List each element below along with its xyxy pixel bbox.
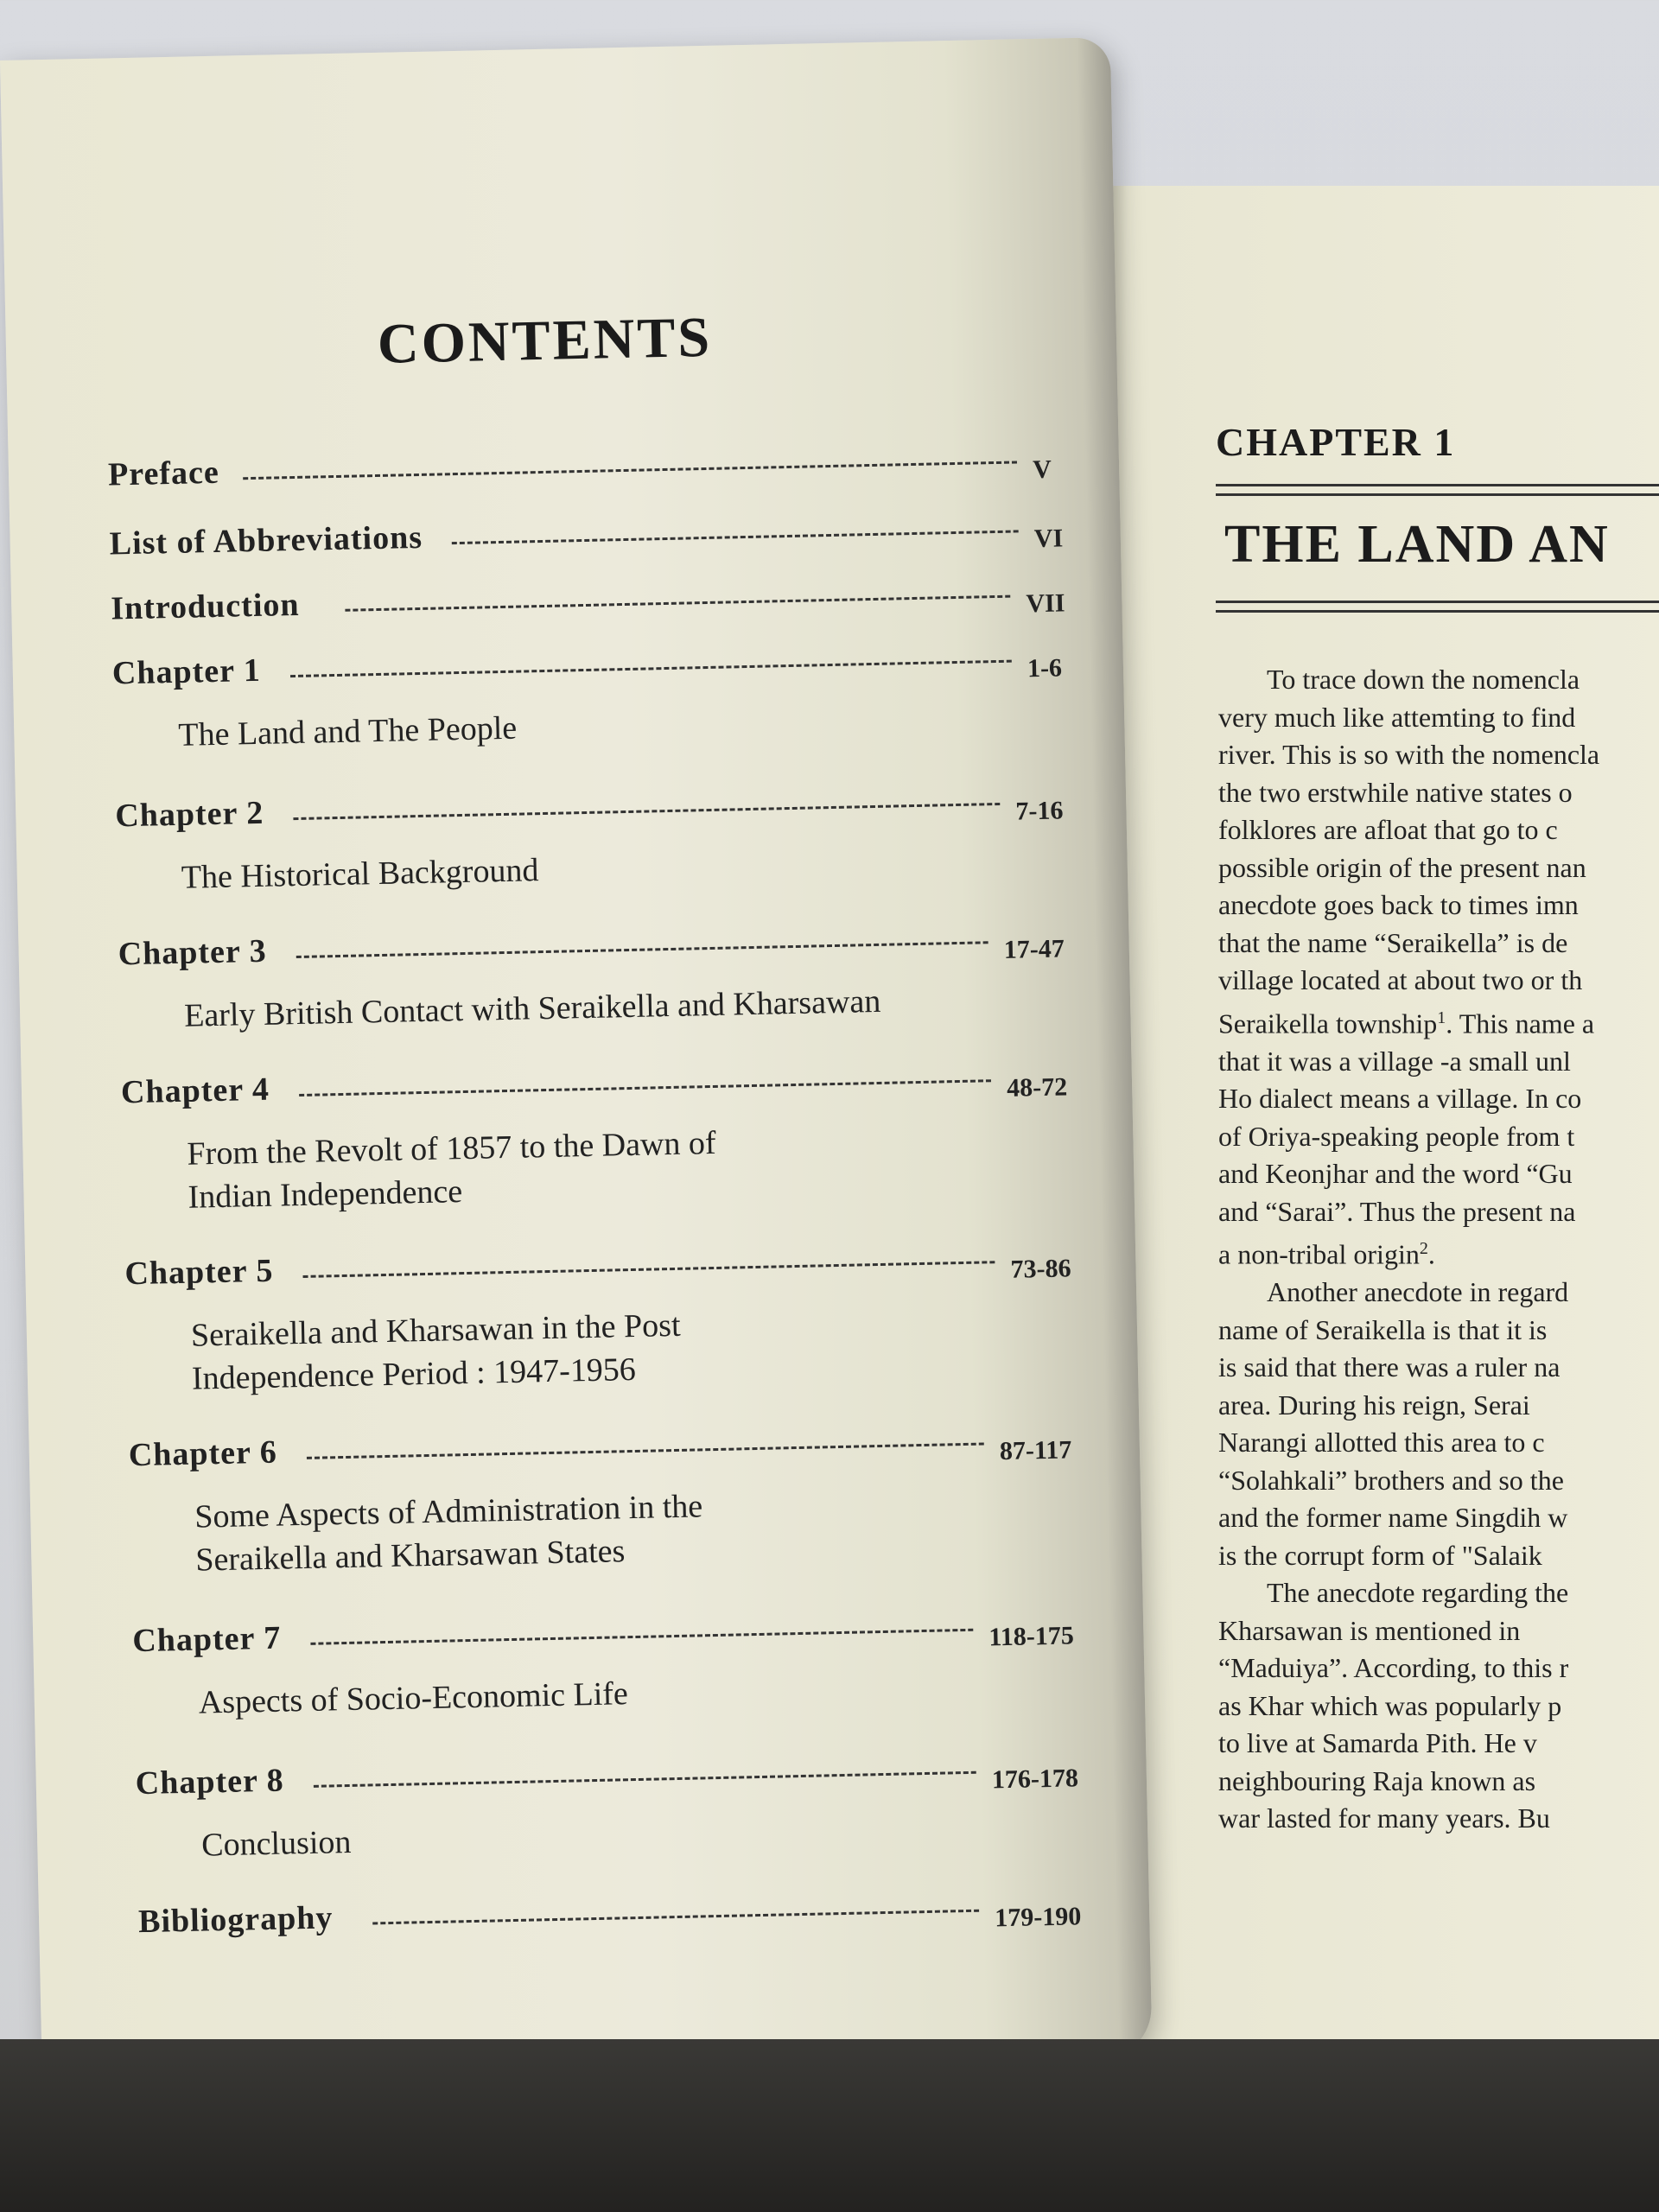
body-text-line: war lasted for many years. Bu bbox=[1218, 1802, 1550, 1834]
toc-leader-dots bbox=[299, 1079, 991, 1096]
toc-leader-dots bbox=[372, 1910, 979, 1925]
body-text-line: Another anecdote in regard bbox=[1267, 1276, 1569, 1308]
toc-entry-subtitle bbox=[198, 1672, 628, 1724]
toc-entry-page: V bbox=[1032, 454, 1052, 485]
toc-entry-label: Chapter 8 bbox=[135, 1762, 285, 1802]
body-text-line: folklores are afloat that go to c bbox=[1218, 814, 1558, 845]
toc-subtitle-line: The Land and The People bbox=[177, 709, 518, 753]
toc-entry-subtitle bbox=[190, 1304, 682, 1401]
toc-subtitle-line: Indian Independence bbox=[188, 1173, 463, 1216]
body-text-line: Seraikella township$^1$. This name a bbox=[1218, 1007, 1595, 1039]
toc-leader-dots bbox=[307, 1443, 984, 1459]
toc-leader-dots bbox=[310, 1629, 973, 1645]
toc-leader-dots bbox=[243, 461, 1017, 480]
toc-entry-label: Introduction bbox=[110, 586, 300, 627]
toc-subtitle-line: Independence Period : 1947-1956 bbox=[191, 1351, 637, 1397]
body-text-line: and Keonjhar and the word “Gu bbox=[1218, 1158, 1573, 1190]
body-text-line: Kharsawan is mentioned in bbox=[1218, 1614, 1521, 1646]
toc-entry-subtitle bbox=[194, 1484, 704, 1581]
toc-subtitle-line: The Historical Background bbox=[181, 852, 539, 896]
toc-entry-page: 1-6 bbox=[1027, 653, 1063, 683]
body-text-line: “Solahkali” brothers and so the bbox=[1218, 1464, 1564, 1496]
rule-top-2 bbox=[1216, 493, 1659, 496]
toc-entry bbox=[111, 634, 1071, 702]
toc-entry-page: 73-86 bbox=[1010, 1254, 1071, 1284]
toc-entry bbox=[118, 915, 1077, 983]
body-text-line: is said that there was a ruler na bbox=[1218, 1351, 1560, 1383]
footnote-mark: 1 bbox=[1437, 1007, 1446, 1027]
toc-entry-label: Chapter 6 bbox=[128, 1433, 278, 1474]
body-text-line: Narangi allotted this area to c bbox=[1218, 1427, 1545, 1459]
toc-entry bbox=[132, 1602, 1092, 1670]
body-text-line: possible origin of the present nan bbox=[1218, 851, 1586, 883]
contents-title: CONTENTS bbox=[377, 305, 713, 376]
body-text-line: “Maduiya”. According, to this r bbox=[1218, 1652, 1569, 1684]
body-text-line: that it was a village -a small unl bbox=[1218, 1045, 1571, 1077]
toc-subtitle-line: Early British Contact with Seraikella and Kharsawan bbox=[183, 982, 881, 1034]
body-text-line: The anecdote regarding the bbox=[1267, 1577, 1569, 1609]
toc-entry-label: Chapter 4 bbox=[120, 1071, 270, 1111]
toc-entry-page: 179-190 bbox=[994, 1902, 1082, 1933]
toc-subtitle-line: Seraikella and Kharsawan in the Post bbox=[190, 1306, 681, 1354]
left-page bbox=[0, 37, 1153, 2082]
toc-entry-page: 176-178 bbox=[991, 1764, 1079, 1795]
toc-entry-page: 118-175 bbox=[988, 1621, 1075, 1652]
toc-subtitle-line: Aspects of Socio-Economic Life bbox=[198, 1675, 629, 1721]
body-text-line: very much like attemting to find bbox=[1218, 701, 1576, 733]
body-text-line: is the corrupt form of "Salaik bbox=[1218, 1539, 1542, 1571]
toc-entry-label: Chapter 2 bbox=[114, 794, 264, 835]
body-text-line: neighbouring Raja known as bbox=[1218, 1764, 1536, 1796]
body-text-line: to live at Samarda Pith. He v bbox=[1218, 1727, 1537, 1759]
toc-entry bbox=[115, 777, 1075, 845]
rule-top-1 bbox=[1216, 484, 1659, 486]
toc-leader-dots bbox=[293, 803, 1000, 820]
body-text-line: area. During his reign, Serai bbox=[1218, 1389, 1530, 1421]
body-text-line: Ho dialect means a village. In co bbox=[1218, 1083, 1582, 1115]
toc-entry bbox=[121, 1053, 1081, 1122]
toc-entry-subtitle bbox=[201, 1821, 352, 1867]
toc-entry-label: Bibliography bbox=[137, 1899, 334, 1941]
chapter-body-text bbox=[1218, 661, 1659, 1838]
toc-entry bbox=[128, 1416, 1088, 1484]
toc-leader-dots bbox=[452, 530, 1019, 544]
footnote-mark: 2 bbox=[1419, 1239, 1428, 1259]
toc-entry-page: VI bbox=[1033, 524, 1064, 554]
toc-leader-dots bbox=[296, 941, 988, 958]
toc-entry-label: Preface bbox=[107, 454, 220, 493]
body-text-line: anecdote goes back to times imn bbox=[1218, 889, 1579, 920]
table-surface bbox=[0, 2039, 1659, 2212]
toc-leader-dots bbox=[290, 660, 1012, 677]
toc-entry bbox=[135, 1745, 1095, 1813]
toc-entry-subtitle bbox=[187, 1122, 717, 1219]
body-text-line: a non-tribal origin$^2$. bbox=[1218, 1238, 1435, 1270]
body-text-line: To trace down the nomencla bbox=[1267, 664, 1580, 695]
toc-entry bbox=[124, 1235, 1084, 1303]
toc-subtitle-line: Conclusion bbox=[200, 1823, 352, 1864]
chapter-label: CHAPTER 1 bbox=[1216, 420, 1456, 464]
chapter-heading: THE LAND AN bbox=[1224, 515, 1610, 574]
body-text-line: of Oriya-speaking people from t bbox=[1218, 1120, 1575, 1152]
rule-bottom-1 bbox=[1216, 601, 1659, 603]
toc-entry-label: Chapter 7 bbox=[131, 1619, 282, 1660]
body-text-line: name of Seraikella is that it is bbox=[1218, 1313, 1548, 1345]
toc-entry-page: 87-117 bbox=[999, 1435, 1072, 1466]
toc-entry bbox=[109, 505, 1069, 573]
rule-bottom-2 bbox=[1216, 610, 1659, 613]
toc-entry-label: Chapter 3 bbox=[118, 932, 268, 973]
toc-entry-page: 7-16 bbox=[1015, 796, 1064, 826]
body-text-line: that the name “Seraikella” is de bbox=[1218, 926, 1568, 958]
toc-entry bbox=[111, 569, 1071, 638]
toc-entry-subtitle bbox=[181, 849, 539, 899]
toc-entry bbox=[138, 1883, 1098, 1951]
body-text-line: and “Sarai”. Thus the present na bbox=[1218, 1195, 1576, 1227]
body-text-line: the two erstwhile native states o bbox=[1218, 776, 1573, 808]
body-text-line: river. This is so with the nomencla bbox=[1218, 739, 1600, 770]
toc-entry bbox=[108, 435, 1068, 504]
toc-entry-page: 17-47 bbox=[1003, 934, 1065, 964]
right-page bbox=[1090, 186, 1659, 2061]
toc-leader-dots bbox=[314, 1771, 976, 1788]
toc-entry-label: Chapter 1 bbox=[111, 652, 262, 692]
body-text-line: and the former name Singdih w bbox=[1218, 1502, 1568, 1534]
body-text-line: village located at about two or th bbox=[1218, 964, 1583, 995]
toc-entry-label: Chapter 5 bbox=[124, 1252, 274, 1293]
toc-leader-dots bbox=[345, 595, 1010, 612]
toc-entry-page: 48-72 bbox=[1006, 1072, 1068, 1103]
toc-subtitle-line: Some Aspects of Administration in the bbox=[194, 1488, 703, 1535]
toc-entry-label: List of Abbreviations bbox=[109, 518, 423, 563]
toc-leader-dots bbox=[303, 1261, 995, 1278]
toc-entry-subtitle bbox=[178, 707, 518, 757]
toc-subtitle-line: From the Revolt of 1857 to the Dawn of bbox=[187, 1124, 717, 1173]
body-text-line: as Khar which was popularly p bbox=[1218, 1689, 1562, 1721]
toc-entry-subtitle bbox=[184, 980, 881, 1038]
toc-subtitle-line: Seraikella and Kharsawan States bbox=[194, 1533, 626, 1579]
toc-entry-page: VII bbox=[1026, 588, 1065, 619]
